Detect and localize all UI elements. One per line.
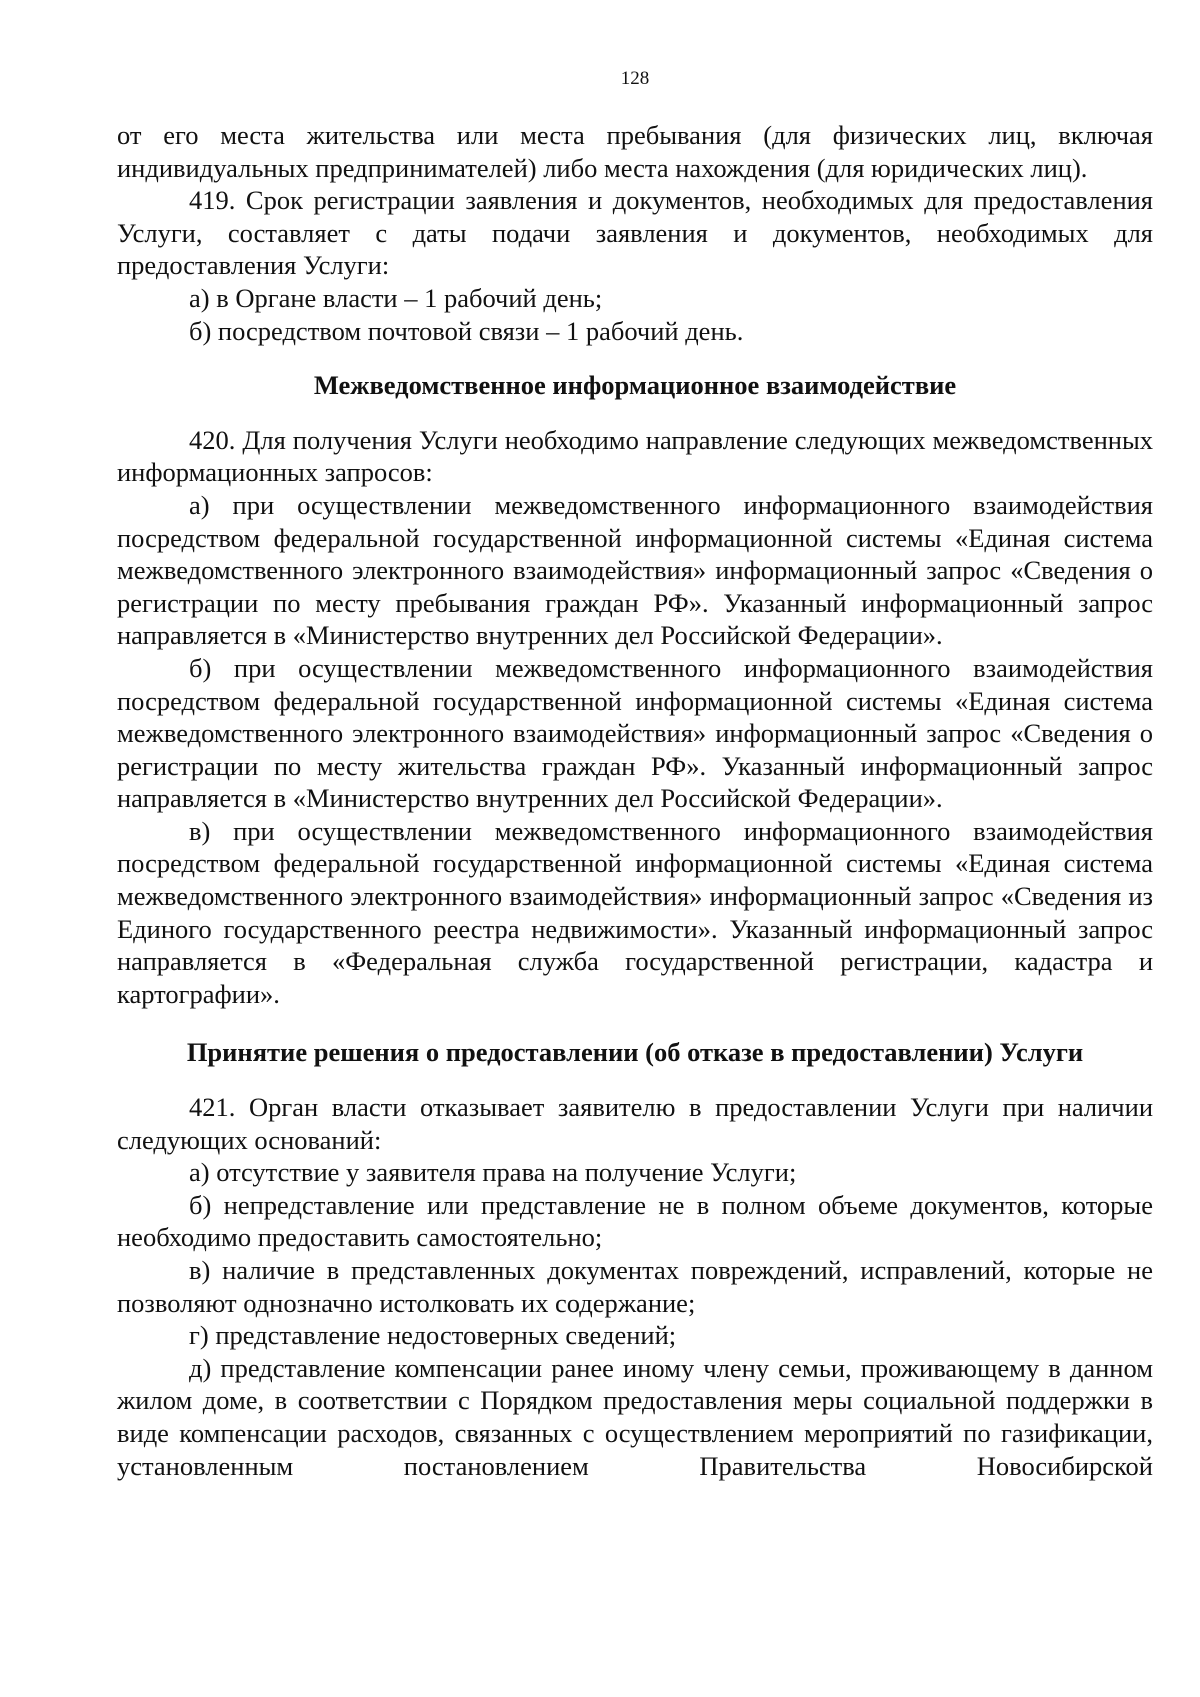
list-item-a: а) при осуществлении межведомственного информационного взаимодействия посредством федеральной государственной информационной системы «Единая система межведомственного электронного взаимодействия» информационный запрос «Сведения о регистрации по месту пребывания граждан РФ». Указанный информационный запрос направляется в «Министерство внутренних дел Российской Федерации». [117, 489, 1153, 651]
paragraph-420: 420. Для получения Услуги необходимо направление следующих межведомственных информационных запросов: [117, 424, 1153, 488]
list-item-g: г) представление недостоверных сведений; [189, 1320, 677, 1351]
list-item-b: б) посредством почтовой связи – 1 рабочий день. [189, 315, 744, 346]
list-item-d: д) представление компенсации ранее иному члену семьи, проживающему в данном жилом доме, в соответствии с Порядком предоставления меры социальной поддержки в виде компенсации расходов, связанных с осуществлением мероприятий по газификации, установленным постановлением Правительства Новосибирской [117, 1352, 1153, 1481]
paragraph-421: 421. Орган власти отказывает заявителю в предоставлении Услуги при наличии следующих оснований: [117, 1092, 1153, 1155]
list-item-v: в) при осуществлении межведомственного информационного взаимодействия посредством федеральной государственной информационной системы «Единая система межведомственного электронного взаимодействия» информационный запрос «Сведения из Единого государственного реестра недвижимости». Указанный информационный запрос направляется в «Федеральная служба государственной регистрации, кадастра и картографии». [117, 815, 1153, 1009]
list-item-a: а) отсутствие у заявителя права на получение Услуги; [189, 1157, 797, 1188]
list-item-b: б) при осуществлении межведомственного информационного взаимодействия посредством федеральной государственной информационной системы «Единая система межведомственного электронного взаимодействия» информационный запрос «Сведения о регистрации по месту жительства граждан РФ». Указанный информационный запрос направляется в «Министерство внутренних дел Российской Федерации». [117, 652, 1153, 814]
document-body [117, 119, 1153, 1482]
list-item-a: а) в Органе власти – 1 рабочий день; [189, 282, 603, 313]
section-heading-interagency: Межведомственное информационное взаимодействие [313, 370, 957, 401]
list-item-v: в) наличие в представленных документах повреждений, исправлений, которые не позволяют однозначно истолковать их содержание; [117, 1255, 1153, 1318]
paragraph-continuation: от его места жительства или места пребывания (для физических лиц, включая индивидуальных предпринимателей) либо места нахождения (для юридических лиц). [117, 120, 1153, 183]
list-item-b: б) непредставление или представление не в полном объеме документов, которые необходимо предоставить самостоятельно; [117, 1189, 1153, 1253]
paragraph-419: 419. Срок регистрации заявления и документов, необходимых для предоставления Услуги, составляет с даты подачи заявления и документов, необходимых для предоставления Услуги: [117, 185, 1153, 281]
section-heading-decision: Принятие решения о предоставлении (об отказе в предоставлении) Услуги [186, 1037, 1084, 1068]
page-number: 128 [620, 68, 650, 89]
